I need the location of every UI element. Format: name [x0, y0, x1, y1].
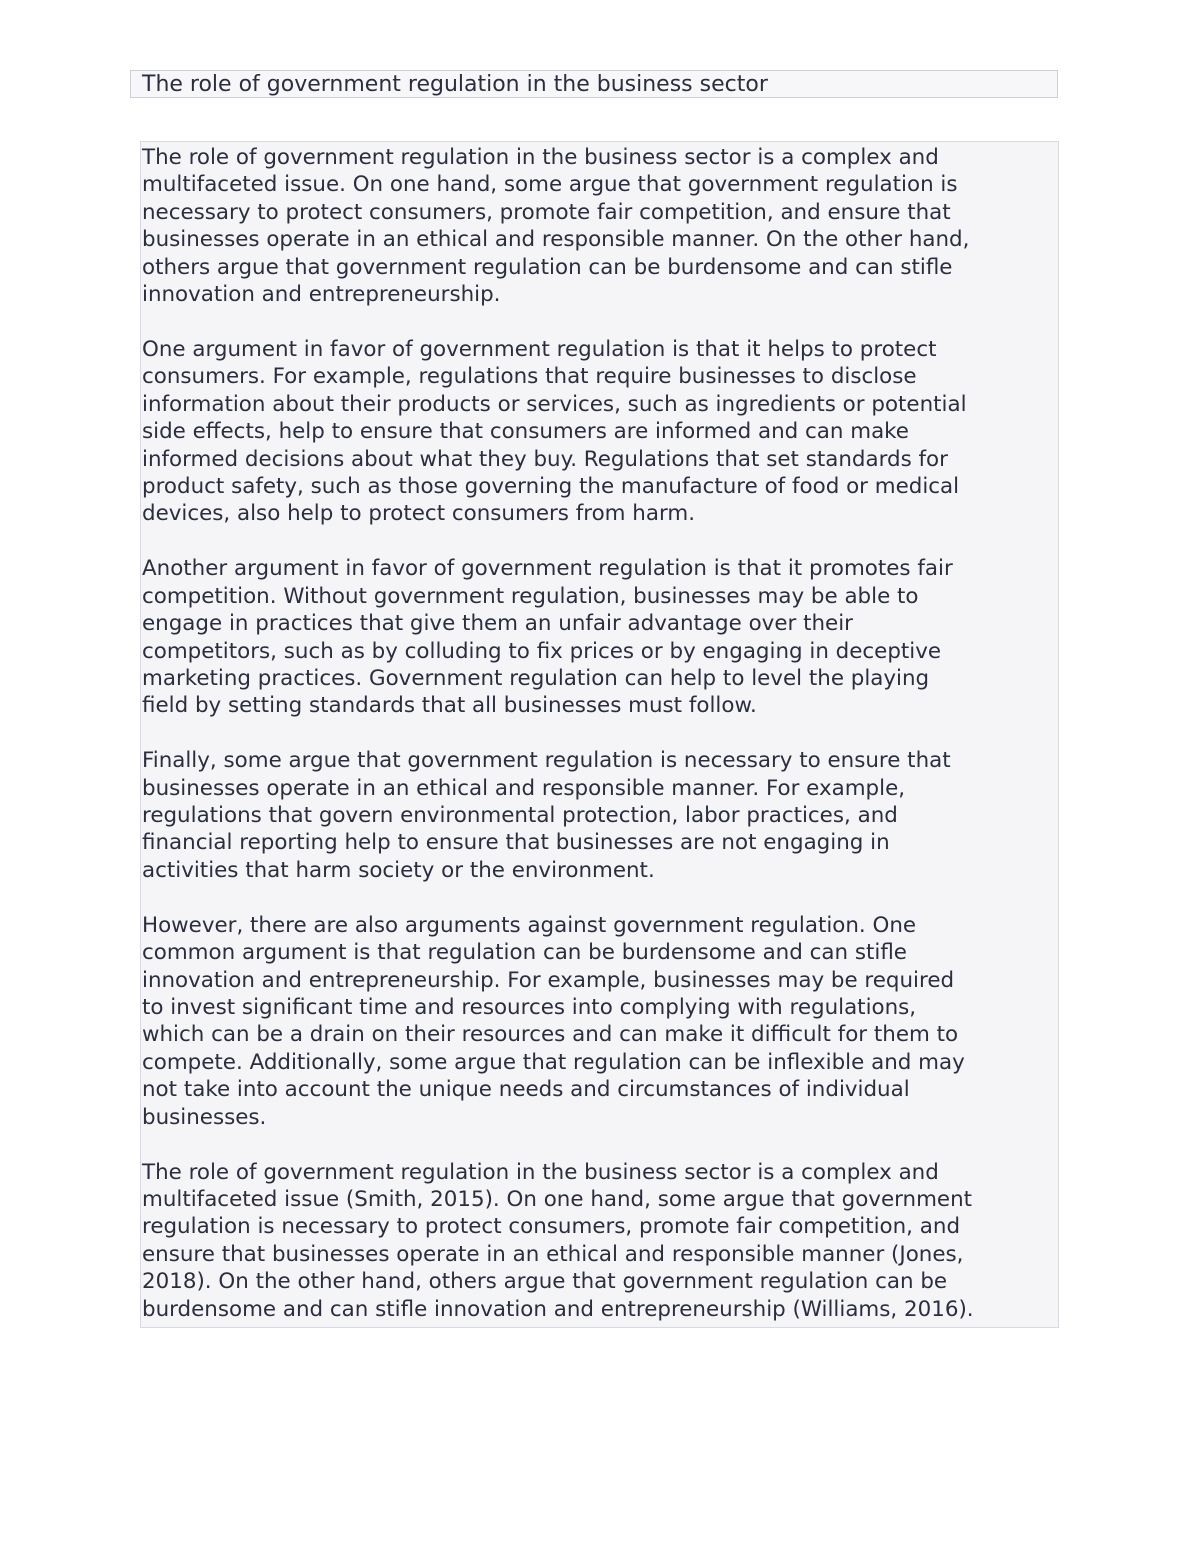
paragraph-line: 2018). On the other hand, others argue that government regulation can be	[142, 1269, 948, 1295]
paragraph-line: regulations that govern environmental protection, labor practices, and	[142, 803, 898, 829]
document-title: The role of government regulation in the business sector	[142, 72, 768, 97]
paragraph-line: One argument in favor of government regulation is that it helps to protect	[142, 336, 937, 362]
paragraph-line: common argument is that regulation can be burdensome and can stifle	[142, 940, 907, 966]
paragraph-line: engage in practices that give them an unfair advantage over their	[142, 611, 853, 637]
body-text-field	[140, 141, 1059, 1328]
paragraph-line: which can be a drain on their resources and can make it difficult for them to	[142, 1022, 959, 1048]
paragraph-line: businesses operate in an ethical and responsible manner. On the other hand,	[142, 227, 970, 253]
paragraph	[142, 1159, 1058, 1323]
paragraph-line: Another argument in favor of government regulation is that it promotes fair	[142, 556, 953, 582]
paragraph-line: businesses.	[142, 1104, 267, 1130]
paragraph-line: Finally, some argue that government regulation is necessary to ensure that	[142, 748, 951, 774]
paragraph-line: necessary to protect consumers, promote fair competition, and ensure that	[142, 199, 951, 225]
paragraph	[142, 555, 1058, 719]
paragraph-line: regulation is necessary to protect consumers, promote fair competition, and	[142, 1214, 961, 1240]
paragraph-line: innovation and entrepreneurship.	[142, 282, 501, 308]
paragraph-line: informed decisions about what they buy. Regulations that set standards for	[142, 446, 948, 472]
paragraph-line: competition. Without government regulation, businesses may be able to	[142, 583, 919, 609]
paragraph-line: devices, also help to protect consumers from harm.	[142, 501, 696, 527]
paragraph-line: product safety, such as those governing the manufacture of food or medical	[142, 473, 960, 499]
paragraph-line: others argue that government regulation can be burdensome and can stifle	[142, 254, 953, 280]
paragraph-line: field by setting standards that all businesses must follow.	[142, 693, 757, 719]
paragraph	[142, 912, 1058, 1131]
paragraph	[142, 747, 1058, 884]
paragraph-line: multifaceted issue (Smith, 2015). On one hand, some argue that government	[142, 1186, 973, 1212]
paragraph	[142, 144, 1058, 308]
paragraph-line: not take into account the unique needs and circumstances of individual	[142, 1077, 910, 1103]
paragraph-line: competitors, such as by colluding to fix prices or by engaging in deceptive	[142, 638, 942, 664]
paragraph-line: ensure that businesses operate in an ethical and responsible manner (Jones,	[142, 1241, 964, 1267]
paragraph-line: marketing practices. Government regulation can help to level the playing	[142, 665, 930, 691]
paragraph-line: The role of government regulation in the business sector is a complex and	[142, 1159, 939, 1185]
paragraph-line: side effects, help to ensure that consumers are informed and can make	[142, 419, 909, 445]
paragraph-line: burdensome and can stifle innovation and entrepreneurship (Williams, 2016).	[142, 1296, 974, 1322]
paragraph-line: However, there are also arguments against government regulation. One	[142, 912, 917, 938]
paragraph-line: to invest significant time and resources into complying with regulations,	[142, 994, 917, 1020]
paragraph-line: multifaceted issue. On one hand, some argue that government regulation is	[142, 172, 958, 198]
paragraph-line: innovation and entrepreneurship. For example, businesses may be required	[142, 967, 955, 993]
paragraph	[142, 336, 1058, 528]
paragraph-line: compete. Additionally, some argue that regulation can be inflexible and may	[142, 1049, 965, 1075]
paragraph-line: businesses operate in an ethical and responsible manner. For example,	[142, 775, 906, 801]
paragraph-line: information about their products or services, such as ingredients or potential	[142, 391, 967, 417]
paragraph-line: consumers. For example, regulations that require businesses to disclose	[142, 364, 917, 390]
title-field	[130, 70, 1058, 98]
paragraph-line: financial reporting help to ensure that businesses are not engaging in	[142, 830, 890, 856]
paragraph-line: activities that harm society or the environment.	[142, 857, 655, 883]
paragraph-line: The role of government regulation in the business sector is a complex and	[142, 145, 939, 170]
